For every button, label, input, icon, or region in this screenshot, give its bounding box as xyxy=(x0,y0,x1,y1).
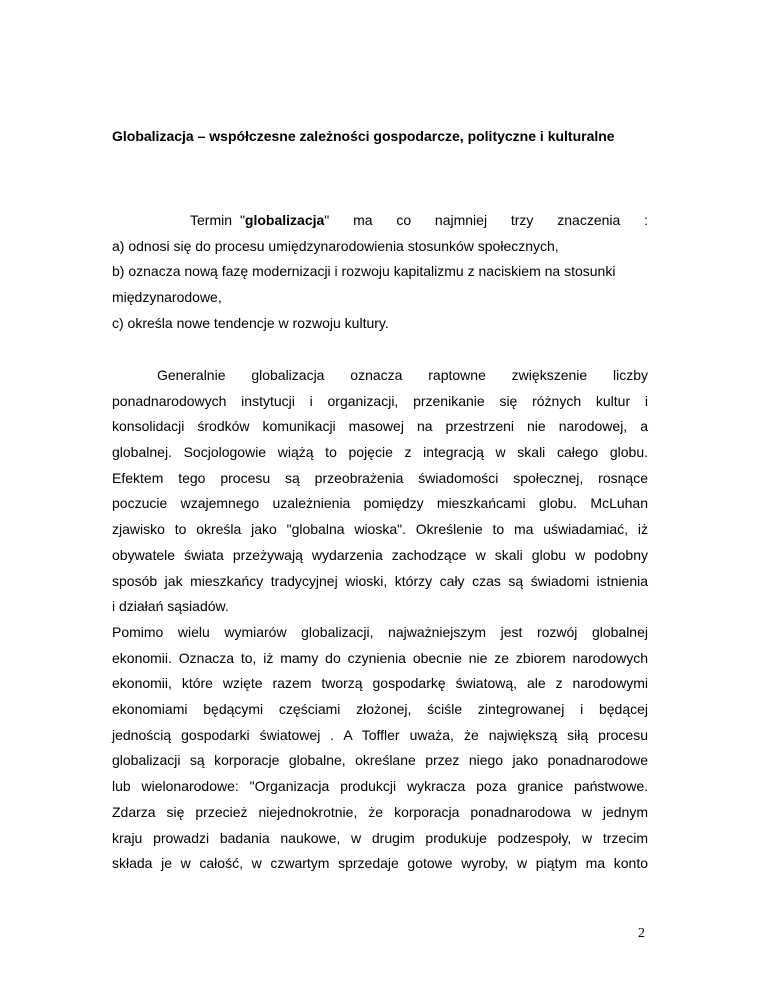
intro-item-a: a) odnosi się do procesu umiędzynarodowienia stosunków społecznych, xyxy=(112,238,559,254)
paragraph1-line: globalnej. Socjologowie wiążą to pojęcie z integracją w skali całego globu. xyxy=(112,444,648,460)
paragraph2-line: ekonomii. Oznacza to, iż mamy do czynienia obecnie nie ze zbiorem narodowych xyxy=(112,650,648,666)
paragraph1-line: Efektem tego procesu są przeobrażenia świadomości społecznej, rosnące xyxy=(112,470,648,486)
paragraph1-line: sposób jak mieszkańcy tradycyjnej wioski, którzy cały czas są świadomi istnienia xyxy=(112,573,648,589)
intro-term-bold: globalizacja xyxy=(244,212,325,228)
intro-item-b-continued: międzynarodowe, xyxy=(112,289,222,305)
paragraph1-line: ponadnarodowych instytucji i organizacji, przenikanie się różnych kultur i xyxy=(112,393,648,409)
paragraph1-line: poczucie wzajemnego uzależnienia pomiędzy mieszkańcami globu. McLuhan xyxy=(112,495,648,511)
page-number: 2 xyxy=(638,926,645,941)
paragraph2-line: globalizacji są korporacje globalne, określane przez niego jako ponadnarodowe xyxy=(112,752,648,768)
intro-item-b: b) oznacza nową fazę modernizacji i rozwoju kapitalizmu z naciskiem na stosunki xyxy=(112,263,616,279)
paragraph2-line: ekonomiami będącymi częściami złożonej, ściśle zintegrowanej i będącej xyxy=(112,701,648,717)
paragraph1-line: Generalnie globalizacja oznacza raptowne zwiększenie liczby xyxy=(157,367,648,383)
paragraph2-line: jednością gospodarki światowej . A Toffler uważa, że największą siłą procesu xyxy=(112,727,648,743)
paragraph1-line: zjawisko to określa jako "globalna wioska". Określenie to ma uświadamiać, iż xyxy=(112,521,648,537)
paragraph2-line: lub wielonarodowe: "Organizacja produkcji wykracza poza granice państwowe. xyxy=(112,778,648,794)
intro-first-line xyxy=(190,211,648,229)
paragraph1-line: obywatele świata przeżywają wydarzenia zachodzące w skali globu w podobny xyxy=(112,547,648,563)
paragraph2-line: kraju prowadzi badania naukowe, w drugim produkuje podzespoły, w trzecim xyxy=(112,830,648,846)
paragraph1-last-line: i działań sąsiadów. xyxy=(112,598,229,614)
paragraph2-line: ekonomii, które wzięte razem tworzą gospodarkę światową, ale z narodowymi xyxy=(112,675,648,691)
intro-term-prefix: Termin " xyxy=(190,212,245,228)
document-title: Globalizacja – współczesne zależności gospodarcze, polityczne i kulturalne xyxy=(112,128,615,144)
intro-item-c: c) określa nowe tendencje w rozwoju kultury. xyxy=(112,315,389,331)
paragraph2-line: Zdarza się przecież niejednokrotnie, że korporacja ponadnarodowa w jednym xyxy=(112,804,648,820)
paragraph2-line: Pomimo wielu wymiarów globalizacji, najważniejszym jest rozwój globalnej xyxy=(112,624,648,640)
paragraph2-line: składa je w całość, w czwartym sprzedaje gotowe wyroby, w piątym ma konto xyxy=(112,855,648,871)
paragraph1-line: konsolidacji środków komunikacji masowej na przestrzeni nie narodowej, a xyxy=(112,418,648,434)
intro-term-suffix: " ma co najmniej trzy znaczenia : xyxy=(324,212,648,228)
